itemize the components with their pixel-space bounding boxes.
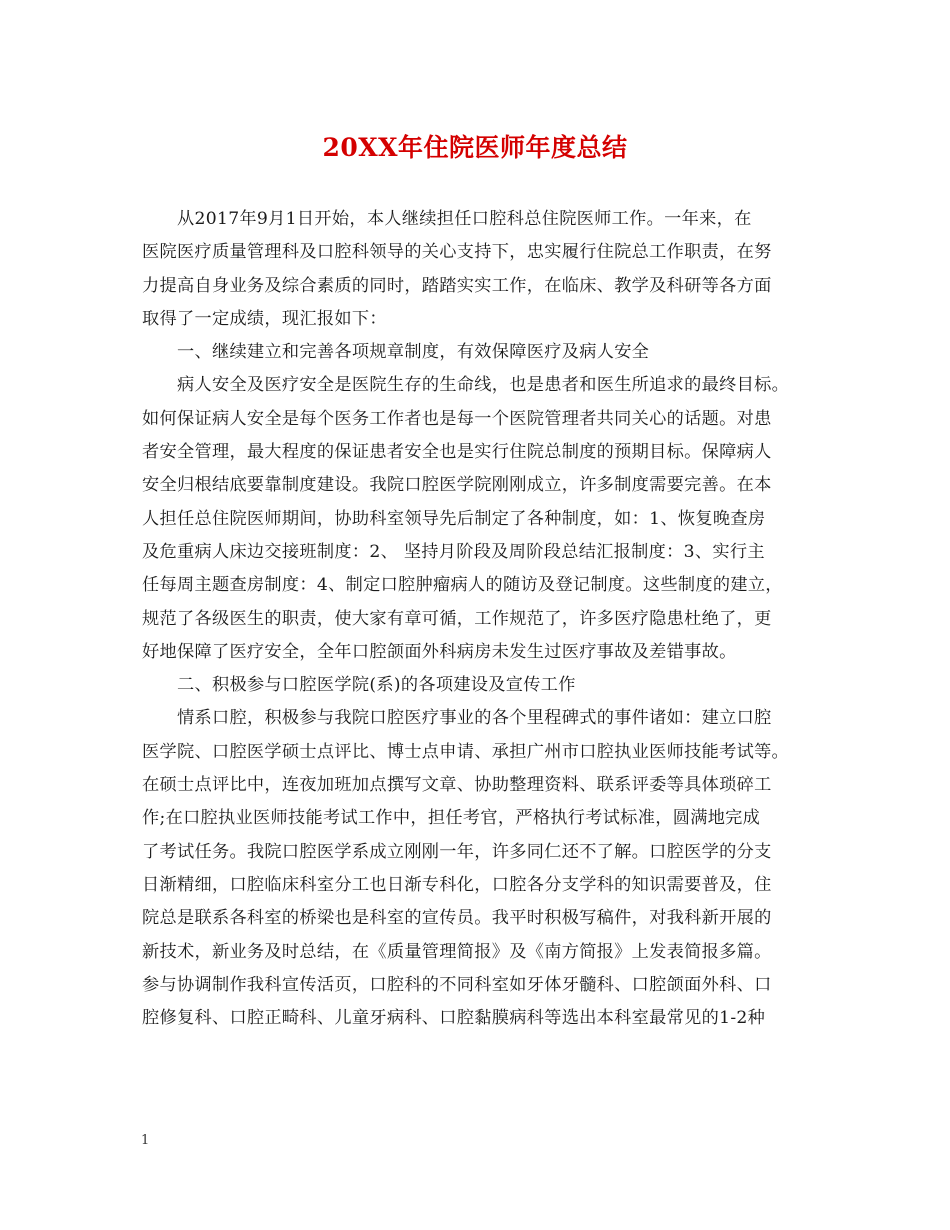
text-line: 及危重病人床边交接班制度：2、 坚持月阶段及周阶段总结汇报制度：3、实行主 xyxy=(142,541,765,562)
text-line: 新技术，新业务及时总结，在《质量管理简报》及《南方简报》上发表简报多篇。 xyxy=(142,941,772,962)
text-line: 病人安全及医疗安全是医院生存的生命线，也是患者和医生所追求的最终目标。 xyxy=(177,375,790,396)
text-line: 从2017年9月1日开始，本人继续担任口腔科总住院医师工作。一年来，在 xyxy=(177,209,752,229)
text-line: 如何保证病人安全是每个医务工作者也是每一个医院管理者共同关心的话题。对患 xyxy=(142,408,772,429)
text-line: 人担任总住院医师期间，协助科室领导先后制定了各种制度，如：1、恢复晚查房 xyxy=(142,508,766,529)
text-line: 者安全管理，最大程度的保证患者安全也是实行住院总制度的预期目标。保障病人 xyxy=(142,442,772,463)
text-line: 情系口腔，积极参与我院口腔医疗事业的各个里程碑式的事件诸如：建立口腔 xyxy=(177,708,772,729)
text-line: 院总是联系各科室的桥梁也是科室的宣传员。我平时积极写稿件，对我科新开展的 xyxy=(142,908,772,929)
text-line: 腔修复科、口腔正畸科、儿童牙病科、口腔黏膜病科等选出本科室最常见的1-2种 xyxy=(142,1008,766,1029)
text-line: 医学院、口腔医学硕士点评比、博士点申请、承担广州市口腔执业医师技能考试等。 xyxy=(142,741,790,762)
text-line: 在硕士点评比中，连夜加班加点撰写文章、协助整理资料、联系评委等具体琐碎工 xyxy=(142,775,772,796)
text-line: 医院医疗质量管理科及口腔科领导的关心支持下，忠实履行住院总工作职责，在努 xyxy=(142,242,772,263)
text-line: 好地保障了医疗安全，全年口腔颌面外科病房未发生过医疗事故及差错事故。 xyxy=(142,641,737,662)
text-line: 规范了各级医生的职责，使大家有章可循，工作规范了，许多医疗隐患杜绝了，更 xyxy=(142,608,772,629)
document-title: 20XX年住院医师年度总结 xyxy=(322,133,628,162)
text-line: 一、继续建立和完善各项规章制度，有效保障医疗及病人安全 xyxy=(177,342,650,363)
text-line: 参与协调制作我科宣传活页，口腔科的不同科室如牙体牙髓科、口腔颌面外科、口 xyxy=(142,974,772,995)
page-number: 1 xyxy=(141,1133,150,1148)
text-line: 任每周主题查房制度：4、制定口腔肿瘤病人的随访及登记制度。这些制度的建立， xyxy=(142,575,783,596)
text-line: 日渐精细，口腔临床科室分工也日渐专科化，口腔各分支学科的知识需要普及，住 xyxy=(142,874,772,895)
text-line: 安全归根结底要靠制度建设。我院口腔医学院刚刚成立，许多制度需要完善。在本 xyxy=(142,475,772,496)
text-line: 了考试任务。我院口腔医学系成立刚刚一年，许多同仁还不了解。口腔医学的分支 xyxy=(142,841,772,862)
text-line: 二、积极参与口腔医学院(系)的各项建设及宣传工作 xyxy=(177,675,576,696)
document-body xyxy=(142,203,822,1035)
text-line: 作;在口腔执业医师技能考试工作中，担任考官，严格执行考试标准，圆满地完成 xyxy=(142,808,761,829)
text-line: 力提高自身业务及综合素质的同时，踏踏实实工作，在临床、教学及科研等各方面 xyxy=(142,275,772,296)
text-line: 取得了一定成绩，现汇报如下： xyxy=(142,308,387,329)
